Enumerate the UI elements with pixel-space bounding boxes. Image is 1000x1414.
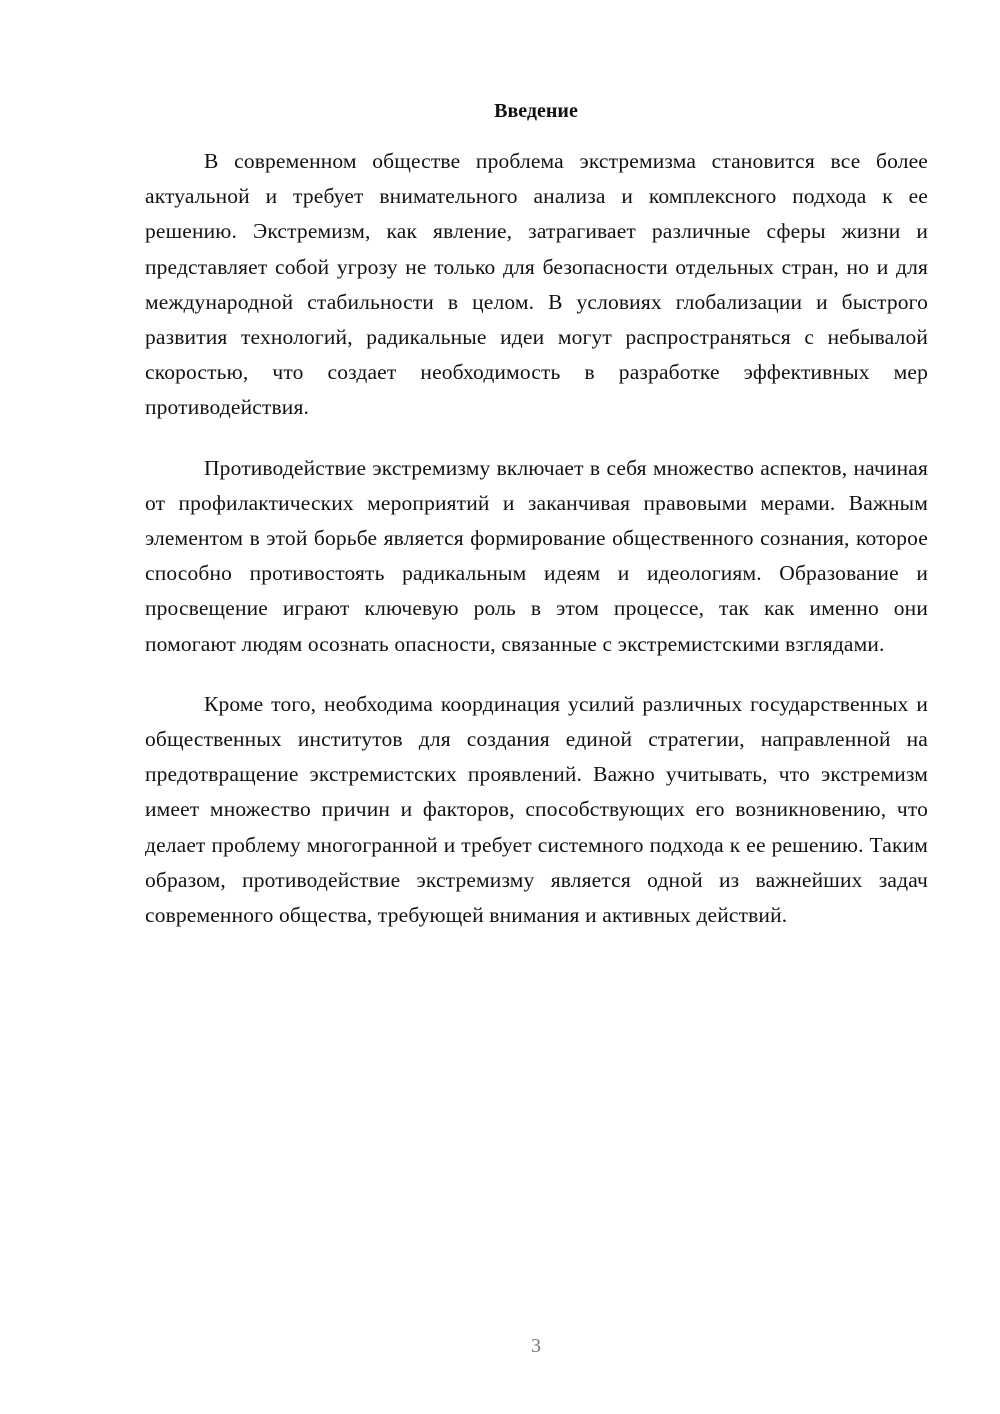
body-text [145,144,928,958]
paragraph-2: Противодействие экстремизму включает в себя множество аспектов, начиная от профилактических мероприятий и заканчивая правовыми мерами. Важным элементом в этой борьбе является формирование общественного сознания, которое способно противостоять радикальным идеям и идеологиям. Образование и просвещение играют ключевую роль в этом процессе, так как именно они помогают людям осознать опасности, связанные с экстремистскими взглядами. [145,455,928,656]
paragraph-3: Кроме того, необходима координация усилий различных государственных и общественных институтов для создания единой стратегии, направленной на предотвращение экстремистских проявлений. Важно учитывать, что экстремизм имеет множество причин и факторов, способствующих его возникновению, что делает проблему многогранной и требует системного подхода к ее решению. Таким образом, противодействие экстремизму является одной из важнейших задач современного общества, требующей внимания и активных действий. [145,691,928,928]
section-title: Введение [494,100,578,122]
page-number: 3 [531,1335,541,1357]
paragraph-1: В современном обществе проблема экстремизма становится все более актуальной и требует внимательного анализа и комплексного подхода к ее решению. Экстремизм, как явление, затрагивает различные сферы жизни и представляет собой угрозу не только для безопасности отдельных стран, но и для международной стабильности в целом. В условиях глобализации и быстрого развития технологий, радикальные идеи могут распространяться с небывалой скоростью, что создает необходимость в разработке эффективных мер противодействия. [145,149,928,420]
